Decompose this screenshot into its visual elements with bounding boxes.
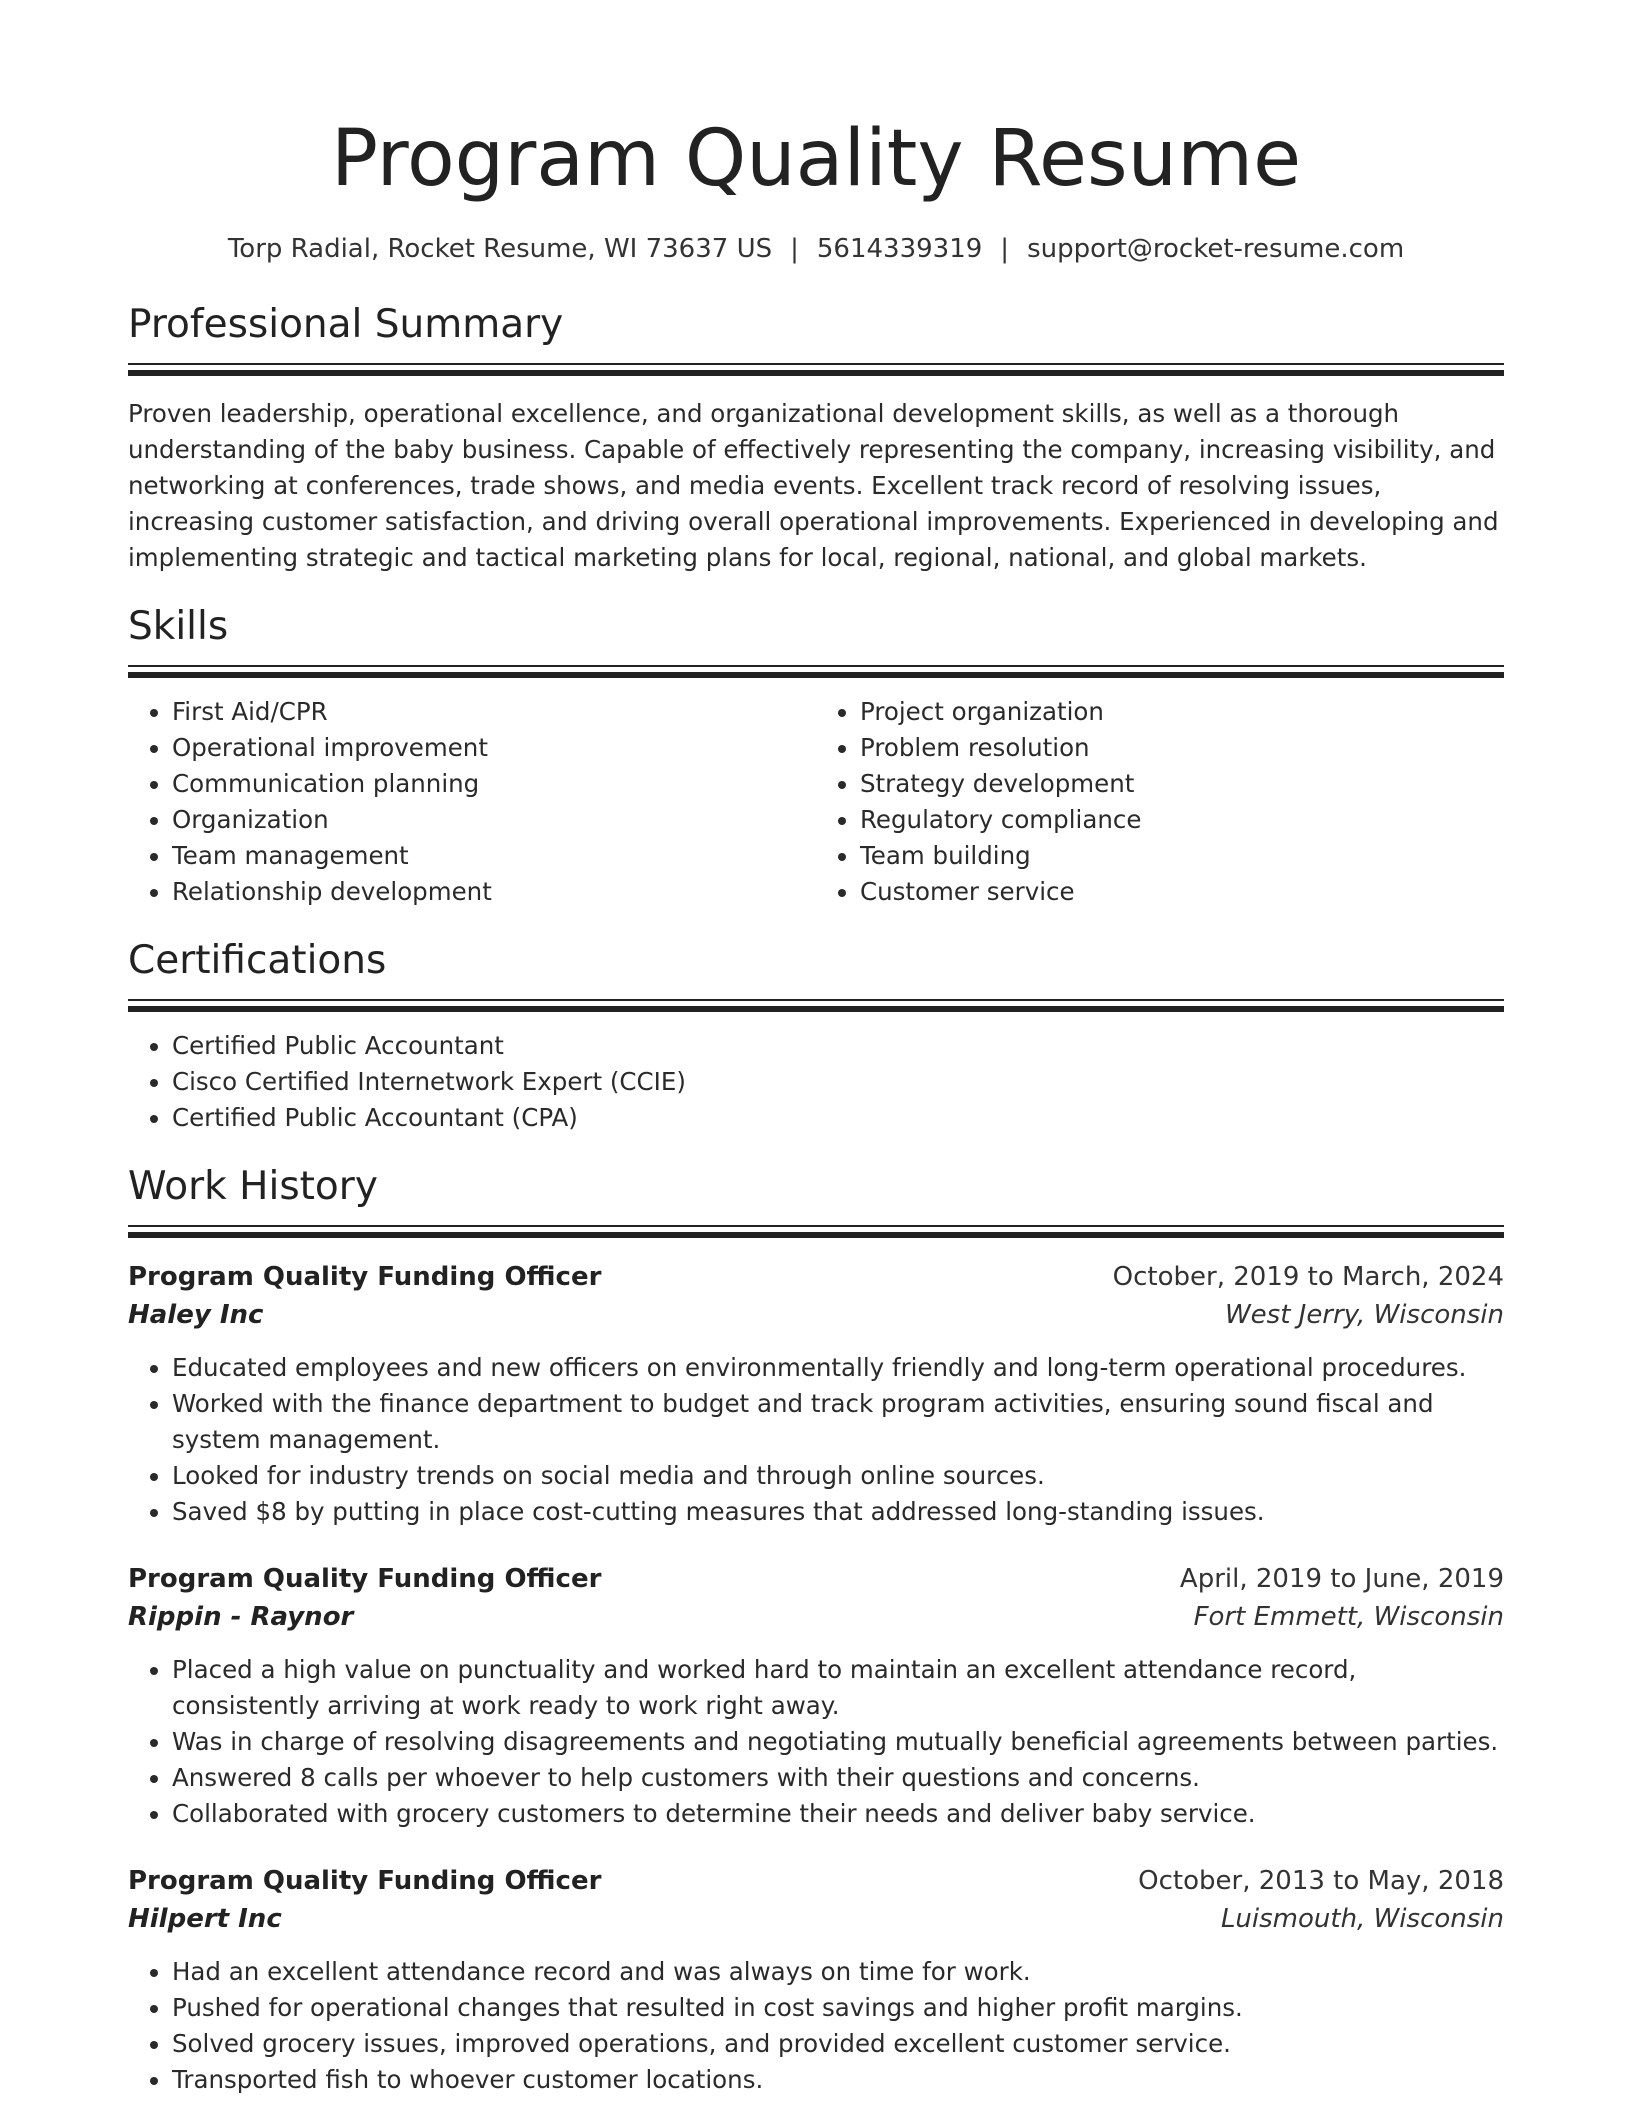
certifications-section [128, 937, 1504, 1136]
job-subheader [128, 1296, 1504, 1334]
job-bullet: • Saved $8 by putting in place cost-cutting measures that addressed long-standing issues. [172, 1494, 1504, 1530]
work-history-section [128, 1163, 1504, 2098]
skills-heading: Skills [128, 603, 229, 649]
skill-item: • Communication planning [172, 766, 816, 802]
skill-item: • Customer service [860, 874, 1504, 910]
certification-item: • Certified Public Accountant [172, 1028, 1504, 1064]
certifications-list [128, 1028, 1504, 1136]
job-bullet: • Looked for industry trends on social media and through online sources. [172, 1458, 1504, 1494]
skill-item: • Team management [172, 838, 816, 874]
contact-separator: | [790, 234, 799, 264]
contact-address: Torp Radial, Rocket Resume, WI 73637 US [227, 234, 773, 264]
job-company: Haley Inc [128, 1299, 264, 1330]
certification-item: • Certified Public Accountant (CPA) [172, 1100, 1504, 1136]
job-bullets [128, 1350, 1504, 1530]
skills-list-left [128, 694, 816, 910]
skill-item: • Regulatory compliance [860, 802, 1504, 838]
contact-separator: | [1000, 234, 1010, 264]
job-bullet: • Pushed for operational changes that resulted in cost savings and higher profit margins. [172, 1990, 1504, 2026]
job-title: Program Quality Funding Officer [128, 1865, 602, 1896]
job-bullet: • Solved grocery issues, improved operations, and provided excellent customer service. [172, 2026, 1504, 2062]
job-bullets [128, 1954, 1504, 2098]
job-bullet: • Worked with the finance department to budget and track program activities, ensuring sound fiscal and system management. [172, 1386, 1504, 1458]
job-bullets [128, 1652, 1504, 1832]
work-history-heading: Work History [128, 1163, 378, 1209]
contact-line [128, 234, 1504, 264]
skill-item: • First Aid/CPR [172, 694, 816, 730]
certifications-heading: Certifications [128, 937, 387, 983]
job-bullet: • Educated employees and new officers on environmentally friendly and long-term operational procedures. [172, 1350, 1504, 1386]
job-company: Hilpert Inc [128, 1903, 282, 1934]
certification-item: • Cisco Certified Internetwork Expert (CCIE) [172, 1064, 1504, 1100]
contact-phone: 5614339319 [816, 234, 983, 264]
job-bullet: • Collaborated with grocery customers to determine their needs and deliver baby service. [172, 1796, 1504, 1832]
resume-name: Program Quality Resume [330, 114, 1302, 204]
job-bullet: • Answered 8 calls per whoever to help customers with their questions and concerns. [172, 1760, 1504, 1796]
skills-list-right [816, 694, 1504, 910]
section-divider [128, 999, 1504, 1012]
skill-item: • Organization [172, 802, 816, 838]
job-subheader [128, 1598, 1504, 1636]
job-header [128, 1258, 1504, 1296]
job-bullet: • Was in charge of resolving disagreements and negotiating mutually beneficial agreements between parties. [172, 1724, 1504, 1760]
job-bullet: • Had an excellent attendance record and was always on time for work. [172, 1954, 1504, 1990]
skill-item: • Team building [860, 838, 1504, 874]
summary-text: Proven leadership, operational excellence, and organizational development skills, as well as a thorough understanding of the baby business. Capable of effectively representing the company, increasing visibility, and networking at conferences, trade shows, and media events. Excellent track record of resolving issues, increasing customer satisfaction, and driving overall operational improvements. Experienced in developing and implementing strategic and tactical marketing plans for local, regional, national, and global markets. [128, 398, 1499, 572]
resume-page [128, 0, 1504, 2098]
job-entry [128, 1862, 1504, 2098]
skill-item: • Relationship development [172, 874, 816, 910]
section-divider [128, 363, 1504, 376]
contact-email: support@rocket-resume.com [1027, 234, 1405, 264]
job-location: Fort Emmett, Wisconsin [1193, 1601, 1504, 1632]
skill-item: • Operational improvement [172, 730, 816, 766]
job-title: Program Quality Funding Officer [128, 1563, 602, 1594]
job-dates: October, 2019 to March, 2024 [1112, 1261, 1504, 1292]
job-entry [128, 1560, 1504, 1832]
skill-item: • Project organization [860, 694, 1504, 730]
job-location: Luismouth, Wisconsin [1220, 1903, 1504, 1934]
job-header [128, 1862, 1504, 1900]
job-bullet: • Placed a high value on punctuality and worked hard to maintain an excellent attendance record, consistently arriving at work ready to work right away. [172, 1652, 1504, 1724]
skills-section [128, 603, 1504, 910]
job-header [128, 1560, 1504, 1598]
section-divider [128, 665, 1504, 678]
job-company: Rippin - Raynor [128, 1601, 354, 1632]
skill-item: • Strategy development [860, 766, 1504, 802]
job-bullet: • Transported fish to whoever customer locations. [172, 2062, 1504, 2098]
section-divider [128, 1225, 1504, 1238]
job-entry [128, 1258, 1504, 1530]
skills-columns [128, 694, 1504, 910]
job-subheader [128, 1900, 1504, 1938]
summary-heading: Professional Summary [128, 302, 564, 347]
skill-item: • Problem resolution [860, 730, 1504, 766]
job-location: West Jerry, Wisconsin [1224, 1299, 1504, 1330]
job-dates: April, 2019 to June, 2019 [1179, 1563, 1504, 1594]
summary-section [128, 304, 1504, 576]
job-dates: October, 2013 to May, 2018 [1138, 1865, 1504, 1896]
job-title: Program Quality Funding Officer [128, 1261, 602, 1292]
